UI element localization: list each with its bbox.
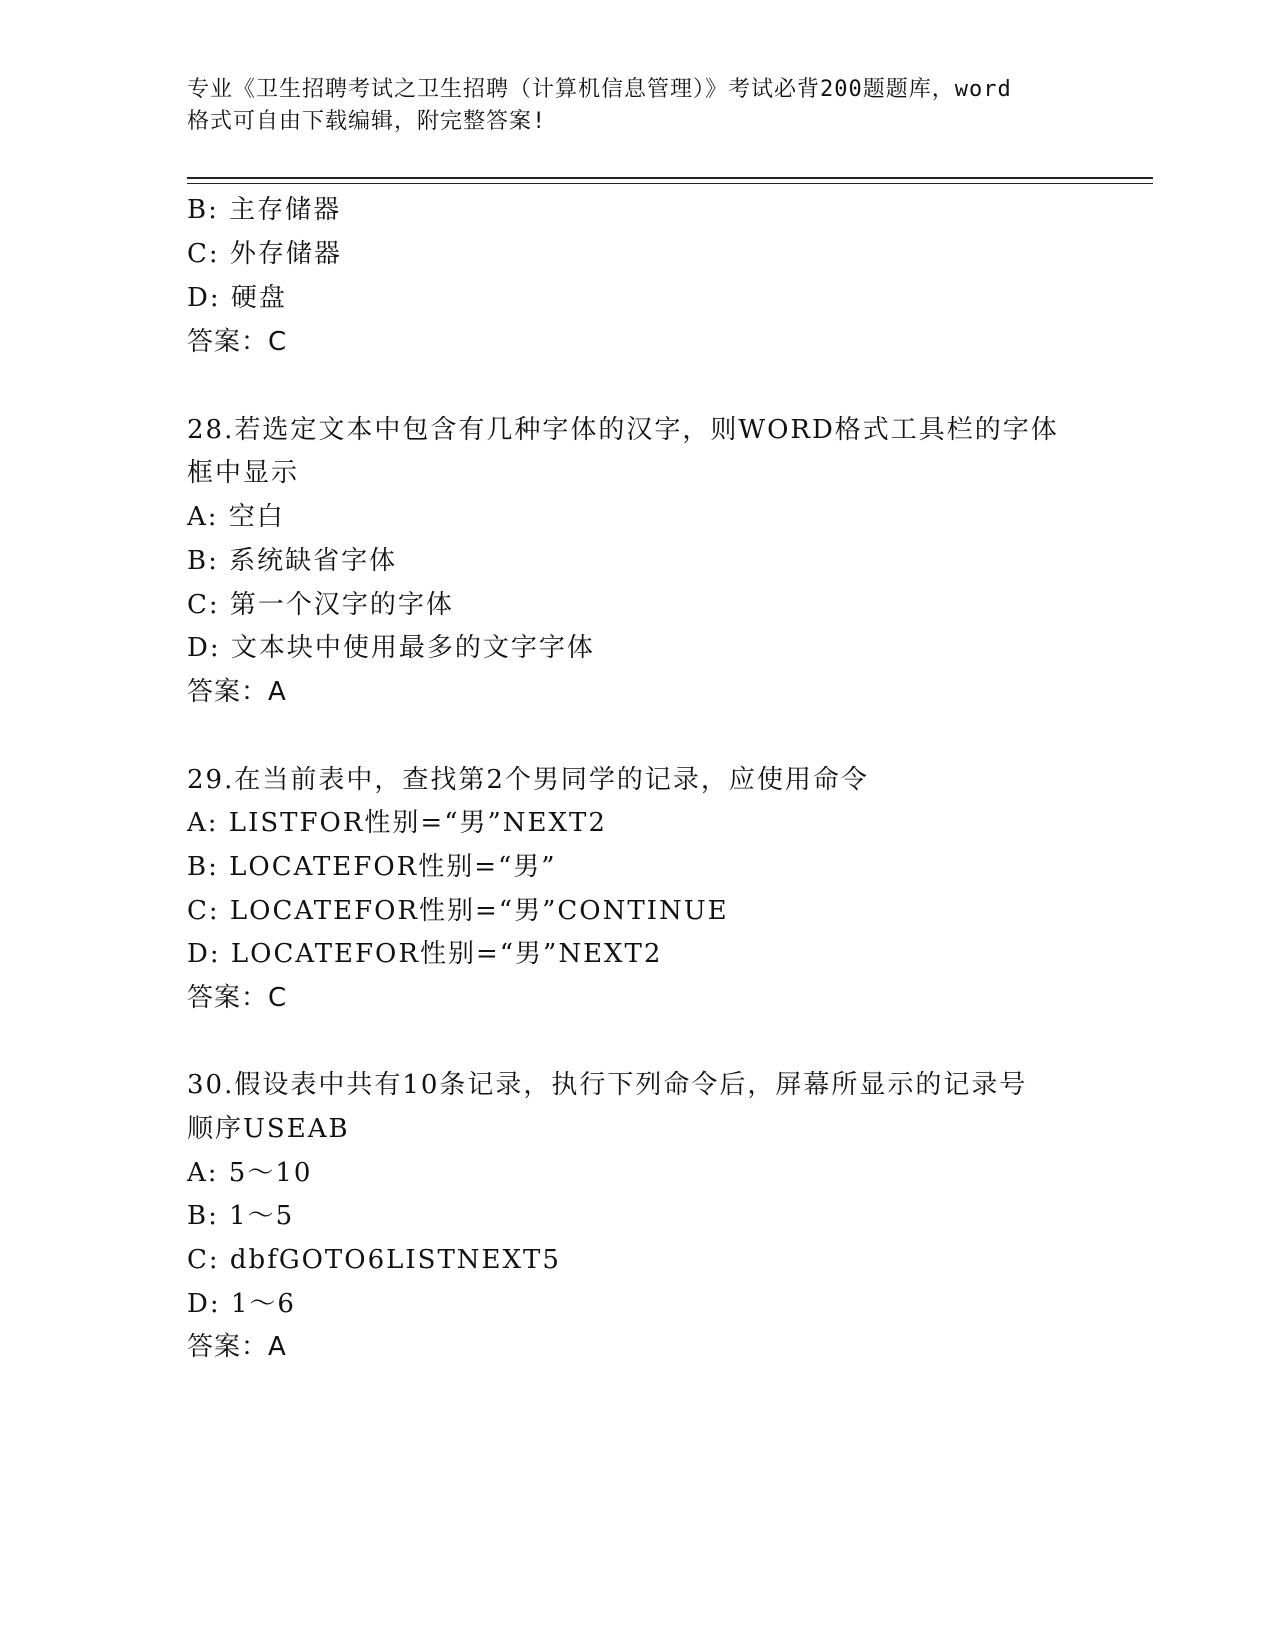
q27-option-b: B: 主存储器 xyxy=(187,195,342,225)
q29-option-c: C: LOCATEFOR性别=“男”CONTINUE xyxy=(187,896,729,926)
q29-stem-line-1: 29.在当前表中，查找第2个男同学的记录，应使用命令 xyxy=(187,765,869,795)
q29-option-a: A: LISTFOR性别=“男”NEXT2 xyxy=(187,808,607,838)
q29-option-d: D: LOCATEFOR性别=“男”NEXT2 xyxy=(187,939,663,969)
header-divider-thick xyxy=(187,177,1153,179)
q30-option-b: B: 1～5 xyxy=(187,1201,295,1231)
q27-option-d: D: 硬盘 xyxy=(187,283,287,313)
q28-option-b: B: 系统缺省字体 xyxy=(187,546,398,576)
q29-option-b: B: LOCATEFOR性别=“男” xyxy=(187,852,557,882)
q27-option-c: C: 外存储器 xyxy=(187,239,342,269)
q30-option-c: C: dbfGOTO6LISTNEXT5 xyxy=(187,1245,561,1275)
q30-stem-line-1: 30.假设表中共有10条记录，执行下列命令后，屏幕所显示的记录号 xyxy=(187,1070,1028,1100)
header-divider-thin xyxy=(187,183,1153,184)
header-line-2: 格式可自由下载编辑，附完整答案! xyxy=(187,109,547,134)
document-header xyxy=(187,74,1087,138)
q27-answer: 答案：C xyxy=(187,327,288,357)
q28-option-c: C: 第一个汉字的字体 xyxy=(187,590,454,620)
q30-answer: 答案：A xyxy=(187,1332,287,1362)
header-line-1: 专业《卫生招聘考试之卫生招聘（计算机信息管理）》考试必背200题题库，word xyxy=(187,77,1012,102)
q30-stem-line-2: 顺序USEAB xyxy=(187,1114,350,1144)
q28-stem-line-1: 28.若选定文本中包含有几种字体的汉字，则WORD格式工具栏的字体 xyxy=(187,415,1059,445)
q28-stem-line-2: 框中显示 xyxy=(187,458,300,488)
q28-option-d: D: 文本块中使用最多的文字字体 xyxy=(187,633,595,663)
q28-answer: 答案：A xyxy=(187,677,287,707)
q30-option-a: A: 5～10 xyxy=(187,1158,313,1188)
q28-option-a: A: 空白 xyxy=(187,502,285,532)
q30-option-d: D: 1～6 xyxy=(187,1289,296,1319)
q29-answer: 答案：C xyxy=(187,983,288,1013)
